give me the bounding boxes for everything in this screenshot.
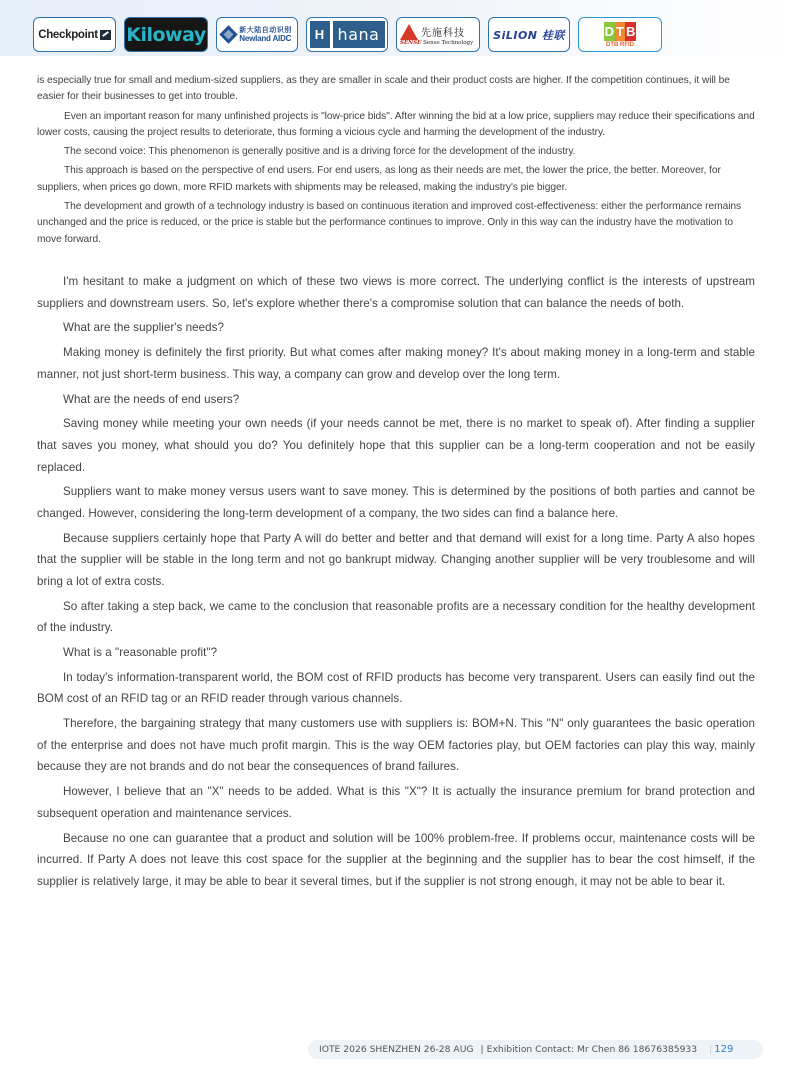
paragraph: is especially true for small and medium-sized suppliers, as they are smaller in scale and their product costs are higher. If the competition continues, it will be easier for their businesses to get into trouble. [37,75,730,103]
dtb-mark-icon [604,22,637,41]
logo-kiloway [124,17,208,52]
paragraph: In today's information-transparent world, the BOM cost of RFID products has become very transparent. Users can easily find out the BOM cost of an RFID tag or an RFID reader through various channels. [37,670,755,706]
footer-separator: | [480,1044,484,1055]
article-quoted-section [37,73,755,251]
page-footer [308,1040,763,1059]
dtb-wordmark: DTB RFID [605,41,634,48]
newland-diamond-icon [220,25,238,43]
subheading-question: What are the supplier's needs? [63,321,224,335]
paragraph: Because suppliers certainly hope that Party A will do better and better and that demand will exist for a long time. Party A also hopes that the supplier will be stable in the long term and not go bankrupt midway. Changing another supplier will be very troublesome and will bring a lot of extra costs. [37,531,755,588]
logo-checkpoint [33,17,116,52]
article-body [37,271,755,895]
subheading-question: What is a "reasonable profit"? [63,646,218,659]
paragraph: Therefore, the bargaining strategy that many customers use with suppliers is: BOM+N. This "N" only guarantees the basic operation of the enterprise and does not have much profit margin. This is the way OEM factories play, but OEM factories can play this way, mainly because they are not brands and do not bear the consequences of brand failures. [37,717,755,774]
checkpoint-check-icon [100,30,111,40]
logo-dtb-rfid [578,17,662,52]
dtb-letter-b: B [625,23,636,39]
paragraph: Because no one can guarantee that a product and solution will be 100% problem-free. If problems occur, maintenance costs will be incurred. If Party A does not leave this cost space for the supplier at the beginning and the supplier has to bear the cost himself, if the supplier is relatively large, it may be able to bear it several times, but if the supplier is not strong enough, it may not be able to bear it. [37,831,755,888]
sense-english-name [400,40,473,46]
sense-subtitle: Sense Technology [423,39,474,46]
paragraph: So after taking a step back, we came to the conclusion that reasonable profits are a necessary condition for the healthy development of the industry. [37,599,755,635]
paragraph: The development and growth of a technology industry is based on continuous iteration and improved cost-effectiveness: either the performance remains unchanged and the price is reduced, or the price is stable but the performance continues to improve. Only in this way can the industry have the motivation to move forward. [37,201,742,245]
sponsor-logo-band [0,0,793,56]
paragraph: Even an important reason for many unfinished projects is "low-price bids". After winning the bid at a low price, suppliers may reduce their specifications and lower costs, causing the project results to deteriorate, thus forming a vicious cycle and harming the development of the industry. [37,110,755,138]
paragraph: Saving money while meeting your own needs (if your needs cannot be met, there is no market to speak of). After finding a supplier that saves you money, what should you do? You definitely hope that this supplier can be a long-term cooperation and not be easily replaced. [37,417,755,474]
newland-chinese-name: 新大陆自动识别 [239,26,292,34]
dtb-letter-d: D [604,23,615,39]
footer-event-info: IOTE 2026 SHENZHEN 26-28 AUG [319,1044,474,1055]
footer-contact: Exhibition Contact: Mr Chen 86 18676385933 [486,1044,698,1055]
hana-h-icon: H [310,21,330,48]
checkpoint-wordmark: Checkpoint [38,28,98,41]
footer-page-separator: | [709,1044,713,1055]
sponsor-logo-row [33,17,662,52]
silion-wordmark: SiLION 桂联 [493,28,565,42]
paragraph: I'm hesitant to make a judgment on which of these two views is more correct. The underlying conflict is the interests of upstream suppliers and downstream users. So, let's explore whether there's a compromise solution that can balance the needs of both. [37,275,755,310]
logo-newland [216,17,298,52]
logo-silion [488,17,570,52]
sense-triangle-icon [400,24,418,40]
paragraph: Suppliers want to make money versus users want to save money. This is determined by the positions of both parties and cannot be changed. However, considering the long-term development of a company, the two sides can find a balance here. [37,485,755,520]
paragraph: This approach is based on the perspective of end users. For end users, as long as their needs are met, the lower the price, the better. Moreover, for suppliers, when prices go down, more RFID markets with shipments may be released, making the industry's pie bigger. [37,165,721,193]
hana-wordmark: hana [333,21,385,48]
subheading-question: What are the needs of end users? [63,392,240,406]
page-number: 129 [714,1044,734,1055]
dtb-letter-t: T [616,23,624,39]
paragraph: However, I believe that an "X" needs to be added. What is this "X"? It is actually the insurance premium for brand protection and subsequent operation and maintenance services. [37,785,755,820]
newland-english-name: Newland AIDC [239,33,292,43]
logo-sense-technology [396,17,480,52]
paragraph: Making money is definitely the first priority. But what comes after making money? It's about making money in a long-term and stable manner, not just short-term business. This way, a company can grow and develop over the long term. [37,346,755,381]
kiloway-wordmark: Kiloway [126,23,206,46]
sense-brand: SENSE [400,39,422,46]
paragraph: The second voice: This phenomenon is generally positive and is a driving force for the development of the industry. [64,146,576,158]
logo-hana [306,17,388,52]
sense-chinese-name: 先施科技 [421,28,465,39]
